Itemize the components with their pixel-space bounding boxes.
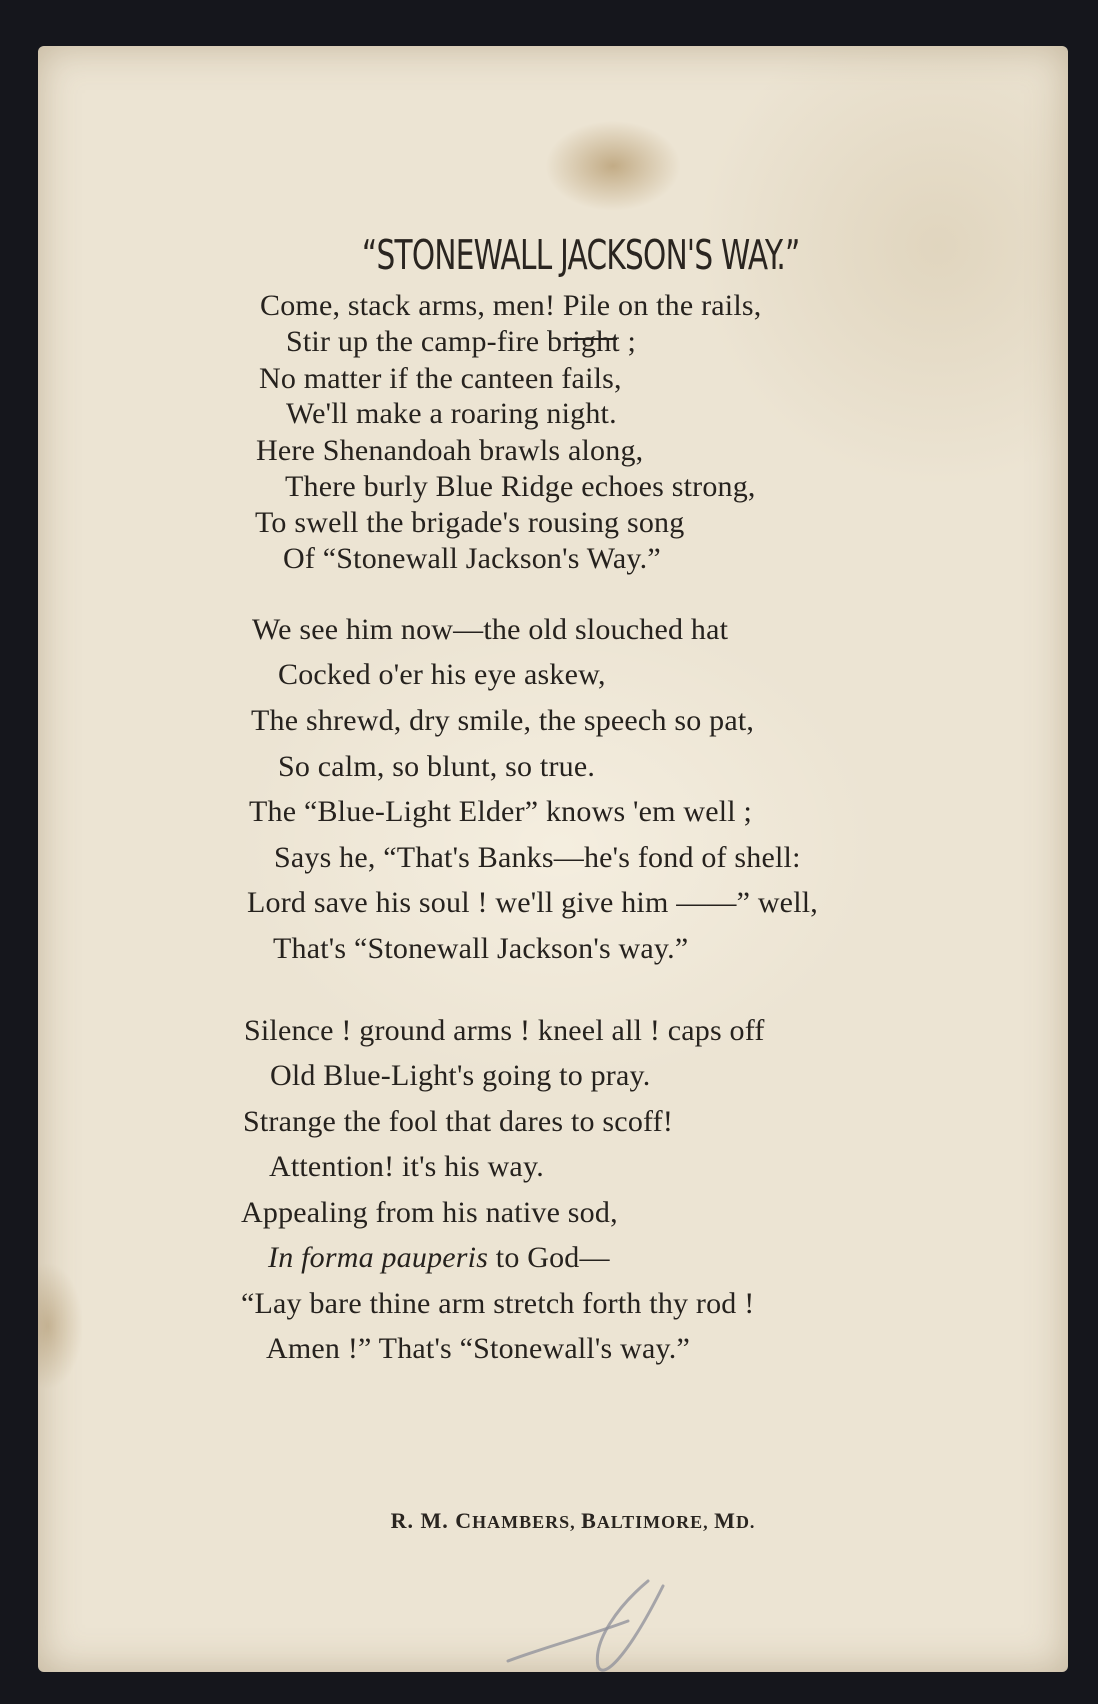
verse-line: We'll make a roaring night. xyxy=(286,397,617,430)
verse-line: Appealing from his native sod, xyxy=(241,1196,618,1229)
verse-line: So calm, so blunt, so true. xyxy=(278,750,596,783)
verse-line: Attention! it's his way. xyxy=(269,1150,544,1183)
verse-line: No matter if the canteen fails, xyxy=(259,362,622,395)
verse-line: Cocked o'er his eye askew, xyxy=(278,658,606,691)
verse-line: Here Shenandoah brawls along, xyxy=(256,434,644,467)
verse-line: “Lay bare thine arm stretch forth thy rod ! xyxy=(241,1287,755,1320)
song-title: “STONEWALL JACKSON'S WAY.” xyxy=(361,231,800,279)
pencil-mark-icon xyxy=(498,1566,688,1686)
verse-line xyxy=(268,1241,610,1275)
verse-line: Says he, “That's Banks—he's fond of shell: xyxy=(274,841,801,874)
poem xyxy=(38,46,1068,1672)
verse-line: Come, stack arms, men! Pile on the rails, xyxy=(260,289,762,322)
verse-line: Strange the fool that dares to scoff! xyxy=(243,1105,674,1138)
latin-phrase: In forma pauperis xyxy=(268,1241,489,1274)
song-card xyxy=(38,46,1068,1672)
publisher-imprint: R. M. CHAMBERS, BALTIMORE, MD. xyxy=(390,1508,756,1533)
verse-line: The shrewd, dry smile, the speech so pat, xyxy=(251,704,755,737)
verse-line: The “Blue-Light Elder” knows 'em well ; xyxy=(249,795,753,828)
verse-line: Of “Stonewall Jackson's Way.” xyxy=(283,542,661,575)
verse-line: We see him now—the old slouched hat xyxy=(252,613,729,646)
verse-line: There burly Blue Ridge echoes strong, xyxy=(285,470,756,503)
verse-line: Stir up the camp-fire bright ; xyxy=(286,325,637,358)
verse-line: Silence ! ground arms ! kneel all ! caps off xyxy=(244,1014,765,1047)
verse-line-tail: to God— xyxy=(488,1241,610,1274)
verse-line: To swell the brigade's rousing song xyxy=(255,506,685,539)
verse-line: That's “Stonewall Jackson's way.” xyxy=(273,932,689,965)
verse-line: Old Blue-Light's going to pray. xyxy=(270,1059,651,1092)
verse-line: Lord save his soul ! we'll give him ——” well, xyxy=(247,886,818,919)
verse-line: Amen !” That's “Stonewall's way.” xyxy=(266,1332,690,1365)
